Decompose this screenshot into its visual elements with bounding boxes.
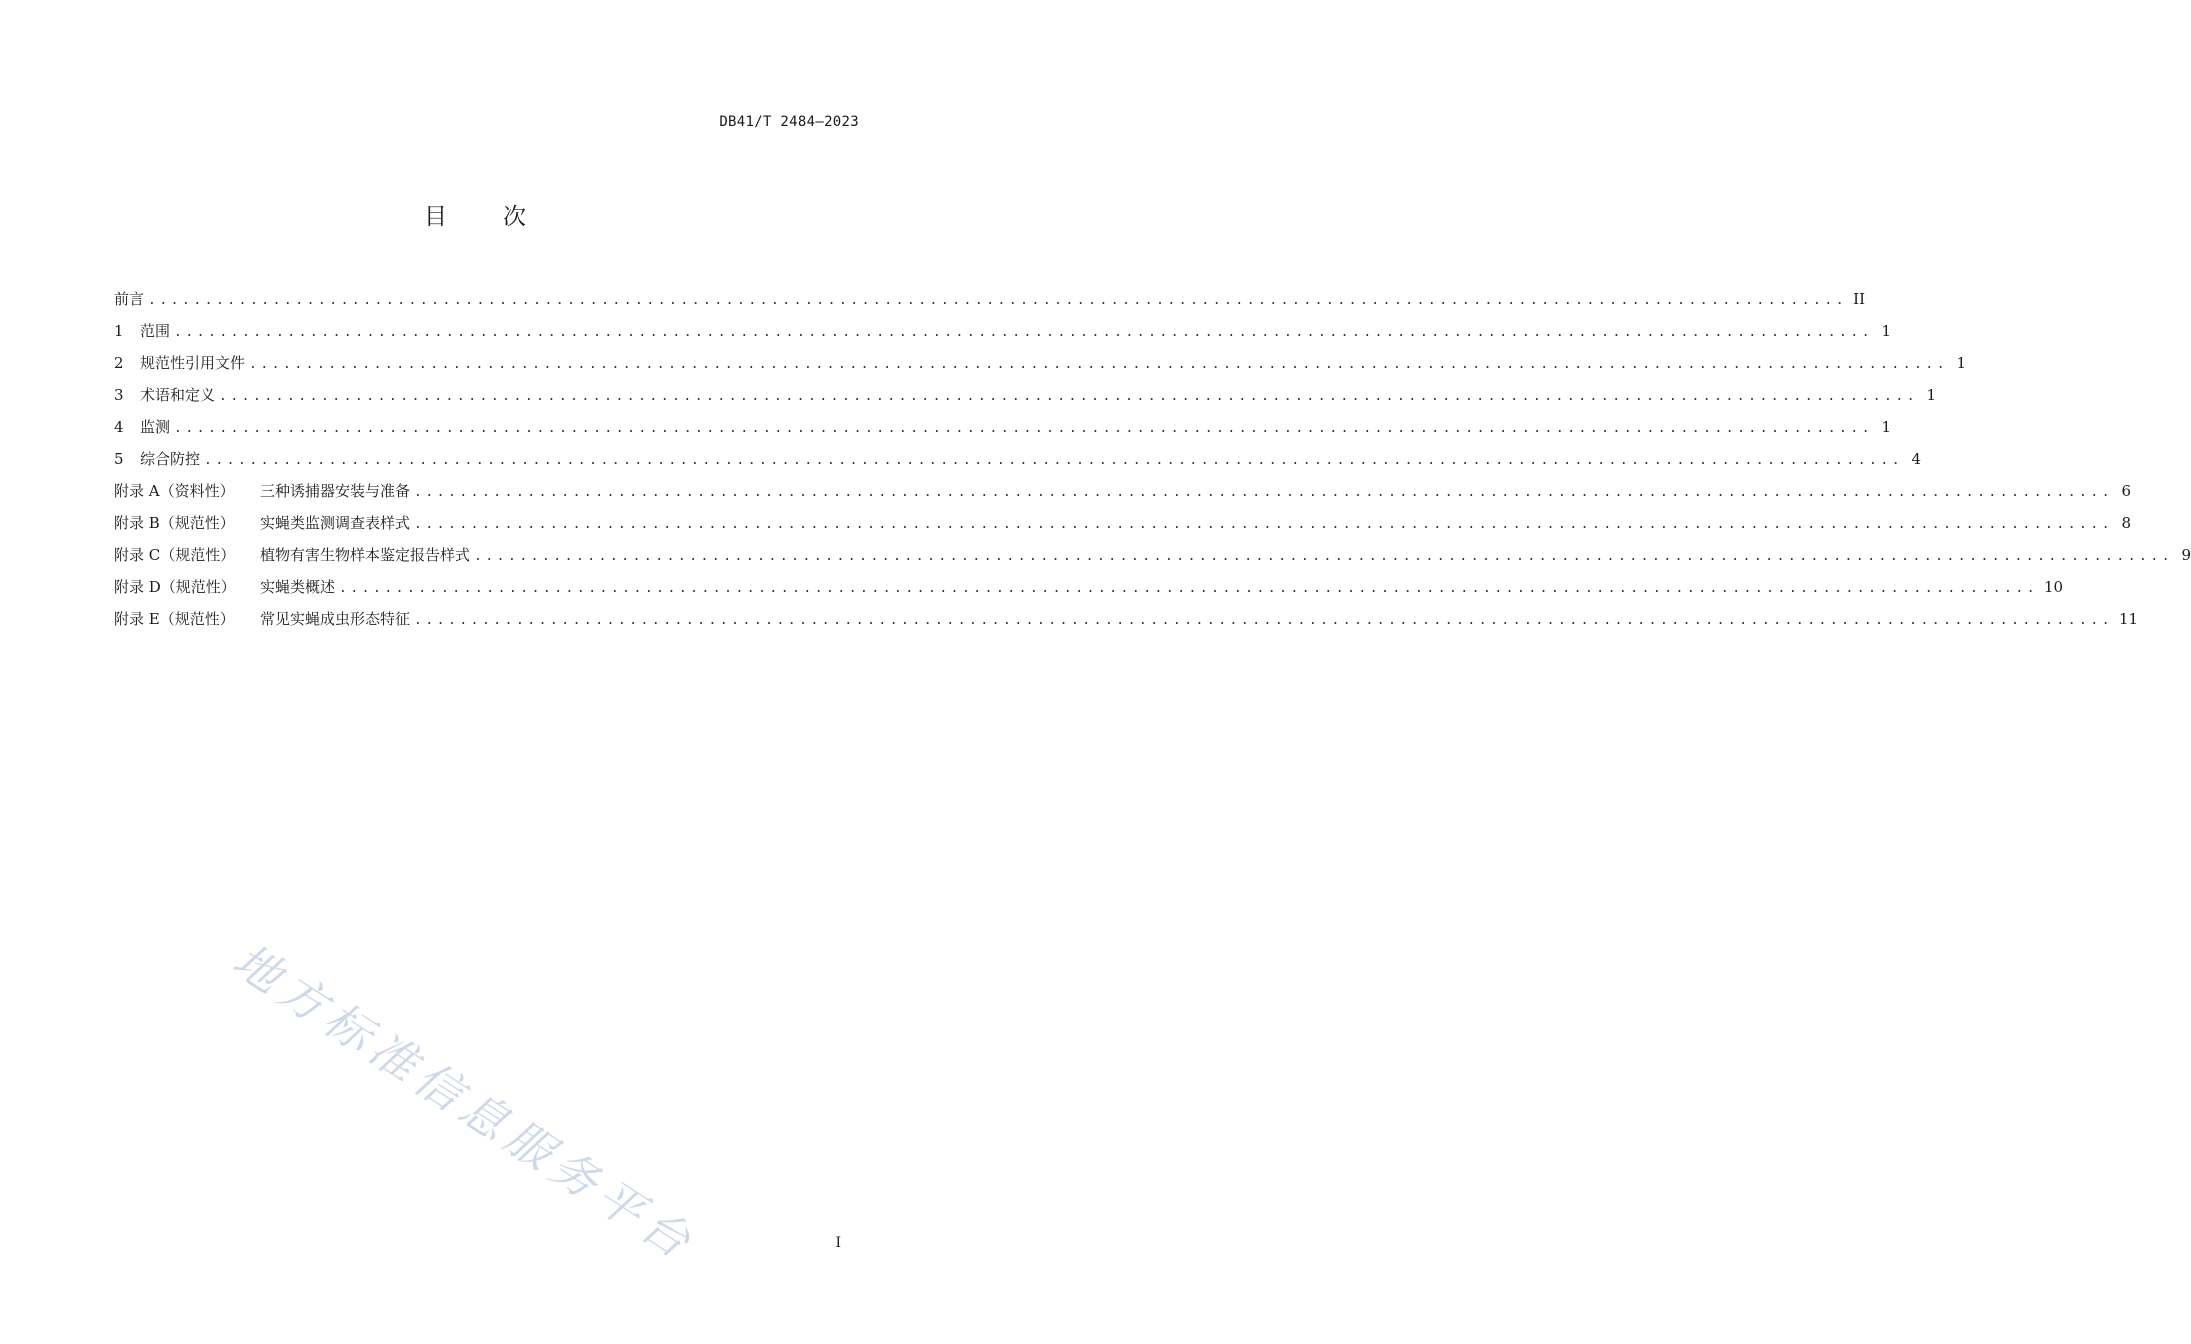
page-title xyxy=(0,198,950,231)
toc-leader-dots: ...................................................................................................................................................... xyxy=(474,549,2174,564)
toc-leader-dots: ...................................................................................................................................................... xyxy=(174,325,1874,340)
toc-entry-page: 1 xyxy=(1956,354,1967,372)
toc-entry-number: 4 xyxy=(114,418,124,436)
toc-entry-page: 8 xyxy=(2121,514,2132,532)
toc-entry-label: 实蝇类监测调查表样式 xyxy=(260,514,411,532)
toc-entry-label: 常见实蝇成虫形态特征 xyxy=(260,610,411,628)
toc-entry-appendix-a[interactable] xyxy=(114,478,2132,510)
toc-appendix-tag: 附录 D（规范性） xyxy=(114,578,236,596)
toc-leader-dots: ...................................................................................................................................................... xyxy=(219,389,1919,404)
toc-appendix-tag: 附录 A（资料性） xyxy=(114,482,235,500)
toc-entry-label: 三种诱捕器安装与准备 xyxy=(260,482,411,500)
toc-leader-dots: ...................................................................................................................................................... xyxy=(174,421,1874,436)
toc-entry-3[interactable] xyxy=(114,382,1937,414)
toc-entry-appendix-e[interactable] xyxy=(114,606,2139,638)
toc-entry-page: 10 xyxy=(2044,578,2064,596)
toc-entry-page: 4 xyxy=(1911,450,1922,468)
document-code: DB41/T 2484—2023 xyxy=(719,114,859,130)
toc-leader-dots: ...................................................................................................................................................... xyxy=(148,293,1848,308)
title-char-1: 目 xyxy=(424,204,447,230)
toc-entry-page: II xyxy=(1853,290,1866,308)
toc-entry-page: 9 xyxy=(2181,546,2191,564)
toc-entry-page: 6 xyxy=(2121,482,2132,500)
title-char-2: 次 xyxy=(503,204,526,230)
toc-entry-number: 5 xyxy=(114,450,124,468)
toc-entry-label: 实蝇类概述 xyxy=(260,578,336,596)
toc-entry-5[interactable] xyxy=(114,446,1922,478)
toc-leader-dots: ...................................................................................................................................................... xyxy=(414,517,2114,532)
toc-entry-1[interactable] xyxy=(114,318,1892,350)
toc-entry-appendix-d[interactable] xyxy=(114,574,2064,606)
toc-appendix-tag: 附录 E（规范性） xyxy=(114,610,235,628)
toc-leader-dots: ...................................................................................................................................................... xyxy=(339,581,2039,596)
toc-entry-label: 植物有害生物样本鉴定报告样式 xyxy=(260,546,471,564)
toc-leader-dots: ...................................................................................................................................................... xyxy=(414,485,2114,500)
toc-entry-page: 11 xyxy=(2119,610,2139,628)
toc-entry-foreword[interactable] xyxy=(114,286,1866,318)
table-of-contents xyxy=(114,286,2191,638)
toc-entry-number: 1 xyxy=(114,322,124,340)
toc-entry-appendix-c[interactable] xyxy=(114,542,2191,574)
toc-entry-label: 综合防控 xyxy=(140,450,201,468)
toc-entry-label: 范围 xyxy=(140,322,171,340)
toc-entry-page: 1 xyxy=(1881,322,1892,340)
toc-entry-appendix-b[interactable] xyxy=(114,510,2132,542)
toc-entry-number: 3 xyxy=(114,386,124,404)
toc-leader-dots: ...................................................................................................................................................... xyxy=(249,357,1949,372)
toc-entry-number: 2 xyxy=(114,354,124,372)
toc-entry-label: 前言 xyxy=(114,290,145,308)
toc-entry-4[interactable] xyxy=(114,414,1892,446)
toc-entry-label: 监测 xyxy=(140,418,171,436)
toc-entry-label: 规范性引用文件 xyxy=(140,354,246,372)
toc-appendix-tag: 附录 C（规范性） xyxy=(114,546,236,564)
toc-leader-dots: ...................................................................................................................................................... xyxy=(204,453,1904,468)
page-number: I xyxy=(835,1235,841,1251)
toc-entry-2[interactable] xyxy=(114,350,1967,382)
toc-appendix-tag: 附录 B（规范性） xyxy=(114,514,235,532)
toc-leader-dots: ...................................................................................................................................................... xyxy=(414,613,2114,628)
toc-entry-label: 术语和定义 xyxy=(140,386,216,404)
watermark: 地方标准信息服务平台 xyxy=(223,932,706,1273)
toc-entry-page: 1 xyxy=(1881,418,1892,436)
toc-entry-page: 1 xyxy=(1926,386,1937,404)
